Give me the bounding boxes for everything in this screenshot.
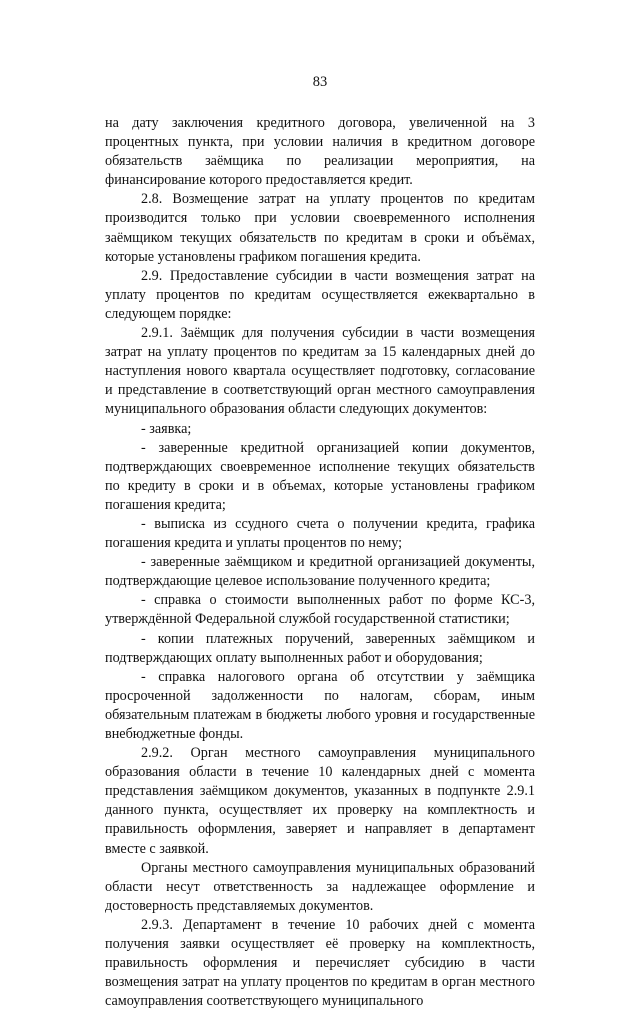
paragraph-2-8: 2.8. Возмещение затрат на уплату процентов по кредитам производится только при условии своевременного исполнения заёмщиком текущих обязательств по кредитам в сроки и объёмах, которые установлены графиком погашения кредита. bbox=[105, 191, 535, 265]
paragraph-continuation: на дату заключения кредитного договора, увеличенной на 3 процентных пункта, при условии наличия в кредитном договоре обязательств заёмщика по реализации мероприятия, на финансирование которого предоставляется кредит. bbox=[105, 115, 535, 189]
page-number: 83 bbox=[312, 74, 328, 90]
list-item-payment-orders: - копии платежных поручений, заверенных заёмщиком и подтверждающих оплату выполненных работ и оборудования; bbox=[105, 630, 535, 666]
list-item-target-use-documents: - заверенные заёмщиком и кредитной организацией документы, подтверждающие целевое использование полученного кредита; bbox=[105, 554, 535, 590]
paragraph-2-9-3: 2.9.3. Департамент в течение 10 рабочих дней с момента получения заявки осуществляет её проверку на комплектность, правильность оформления и перечисляет субсидию в части возмещения затрат на уплату процентов по кредитам в орган местного самоуправления соответствующего муниципального bbox=[105, 916, 535, 1010]
list-item-application: - заявка; bbox=[141, 420, 192, 437]
list-item-loan-statement: - выписка из ссудного счета о получении кредита, графика погашения кредита и уплаты процентов по нему; bbox=[105, 515, 535, 552]
list-item-tax-certificate: - справка налогового органа об отсутствии у заёмщика просроченной задолженности по налогам, сборам, иным обязательным платежам в бюджеты любого уровня и государственные внебюджетные фонды. bbox=[105, 668, 535, 742]
list-item-ks3-certificate: - справка о стоимости выполненных работ по форме КС-3, утверждённой Федеральной службой государственной статистики; bbox=[105, 592, 535, 628]
paragraph-responsibility: Органы местного самоуправления муниципальных образований области несут ответственность за надлежащее оформление и достоверность представляемых документов. bbox=[105, 859, 535, 914]
paragraph-2-9-1: 2.9.1. Заёмщик для получения субсидии в части возмещения затрат на уплату процентов по кредитам за 15 календарных дней до наступления нового квартала осуществляет подготовку, согласование и представление в соответствующий орган местного самоуправления муниципального образования области следующих документов: bbox=[105, 325, 535, 418]
paragraph-2-9-2: 2.9.2. Орган местного самоуправления муниципального образования области в течение 10 календарных дней с момента представления заёмщиком документов, указанных в подпункте 2.9.1 данного пункта, осуществляет их проверку на комплектность и правильность оформления, заверяет и направляет в департамент вместе с заявкой. bbox=[105, 745, 535, 857]
list-item-certified-copies: - заверенные кредитной организацией копии документов, подтверждающих своевременное исполнение текущих обязательств по кредиту в сроки и в объемах, которые установлены графиком погашения кредита; bbox=[105, 439, 535, 513]
paragraph-2-9: 2.9. Предоставление субсидии в части возмещения затрат на уплату процентов по кредитам осуществляется ежеквартально в следующем порядке: bbox=[105, 267, 535, 322]
document-body bbox=[105, 114, 535, 1011]
